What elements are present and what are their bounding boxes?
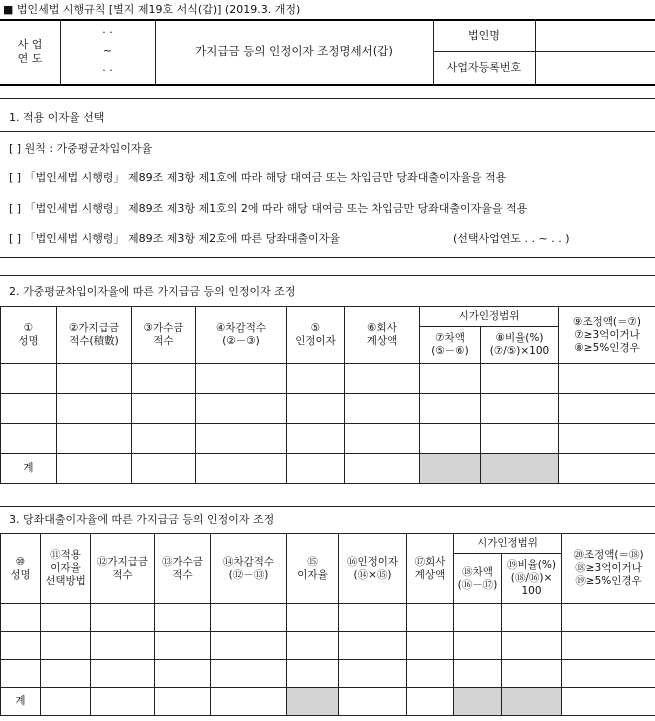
total-label: 계 <box>1 688 41 716</box>
col-name-header: ① 성명 <box>1 307 57 364</box>
shaded-cell <box>454 688 502 716</box>
col-net-sum-header: ④차감적수 (②－③) <box>196 307 287 364</box>
rate-option-1[interactable]: [ ] 원칙 : 가중평균차입이자율 <box>9 142 153 155</box>
section1-title: 1. 적용 이자율 선택 <box>9 111 105 124</box>
col-net-sum-header: ⑭차감적수 (⑫－⑬) <box>211 534 287 604</box>
rate-option-4[interactable]: [ ] 「법인세법 시행령」 제89조 제3항 제2호에 따른 당좌대출이자율 <box>9 232 340 245</box>
section2-title: 2. 가중평균차입이자율에 따른 가지급금 등의 인정이자 조정 <box>9 285 296 298</box>
total-label: 계 <box>1 454 57 484</box>
section2-table <box>0 306 655 484</box>
col-booked-amount-header: ⑥회사 계상액 <box>345 307 420 364</box>
col-deemed-interest-header: ⑤ 인정이자 <box>287 307 345 364</box>
table-row <box>1 660 655 688</box>
total-row <box>1 454 655 484</box>
col-difference-header: ⑱차액 (⑯－⑰) <box>454 554 502 604</box>
shaded-cell <box>420 454 481 484</box>
section1-bottom-rule <box>0 257 655 258</box>
table-row <box>1 364 655 394</box>
col-ratio-header: ⑧비율(%) (⑦/⑤)×100 <box>481 327 559 364</box>
market-range-header: 시가인정범위 <box>420 307 559 327</box>
shaded-cell <box>287 688 339 716</box>
col-ratio-header: ⑲비율(%) (⑱/⑯)× 100 <box>502 554 562 604</box>
form-reference: ■ 법인세법 시행규칙 [별지 제19호 서식(갑)] (2019.3. 개정) <box>3 3 301 16</box>
section1-top-rule <box>0 98 655 99</box>
col-interest-rate-header: ⑮ 이자율 <box>287 534 339 604</box>
form-title: 가지급금 등의 인정이자 조정명세서(갑) <box>195 44 393 58</box>
shaded-cell <box>502 688 562 716</box>
total-row <box>1 688 655 716</box>
period-label: 연 도 <box>17 52 43 65</box>
section2-top-rule <box>0 275 655 276</box>
market-range-header: 시가인정범위 <box>454 534 562 554</box>
table-row <box>1 632 655 660</box>
section1-divider <box>0 131 655 132</box>
biz-reg-label: 사업자등록번호 <box>446 61 522 74</box>
corp-name-field[interactable] <box>536 20 655 51</box>
period-label: 사 업 <box>17 38 43 51</box>
shaded-cell <box>481 454 559 484</box>
period-end[interactable]: · · <box>102 64 113 77</box>
corp-name-label: 법인명 <box>468 29 500 42</box>
col-advance-sum-header: ⑫가지급금 적수 <box>91 534 155 604</box>
col-rate-method-header: ⑪적용 이자율 선택방법 <box>41 534 91 604</box>
col-difference-header: ⑦차액 (⑤－⑥) <box>420 327 481 364</box>
col-booked-amount-header: ⑰회사 계상액 <box>407 534 454 604</box>
rate-option-2[interactable]: [ ] 「법인세법 시행령」 제89조 제3항 제1호에 따라 해당 대여금 또는 차입금만 당좌대출이자율을 적용 <box>9 171 507 184</box>
table-row <box>1 604 655 632</box>
col-receipt-sum-header: ③가수금 적수 <box>132 307 196 364</box>
section3-table <box>0 533 655 716</box>
col-adjustment-header: ⑨조정액(＝⑦) ⑦≥3억이거나 ⑧≥5%인경우 <box>559 307 655 364</box>
section3-title: 3. 당좌대출이자율에 따른 가지급금 등의 인정이자 조정 <box>9 513 275 526</box>
table-row <box>1 394 655 424</box>
period-start[interactable]: · · <box>102 26 113 39</box>
period-tilde: ~ <box>102 44 113 57</box>
table-row <box>1 424 655 454</box>
title-bottom-rule <box>0 84 655 86</box>
rate-option-3[interactable]: [ ] 「법인세법 시행령」 제89조 제3항 제1호의 2에 따라 해당 대여금 또는 차입금만 당좌대출이자율을 적용 <box>9 202 528 215</box>
selected-year[interactable]: (선택사업연도 . . ~ . . ) <box>453 232 570 245</box>
col-adjustment-header: ⑳조정액(＝⑱) ⑱≥3억이거나 ⑲≥5%인경우 <box>562 534 655 604</box>
col-name-header: ⑩ 성명 <box>1 534 41 604</box>
col-deemed-interest-header: ⑯인정이자 (⑭×⑮) <box>339 534 407 604</box>
biz-reg-field[interactable] <box>536 52 655 84</box>
col-receipt-sum-header: ⑬가수금 적수 <box>155 534 211 604</box>
col-advance-sum-header: ②가지급금 적수(積數) <box>57 307 132 364</box>
section3-top-rule <box>0 506 655 507</box>
